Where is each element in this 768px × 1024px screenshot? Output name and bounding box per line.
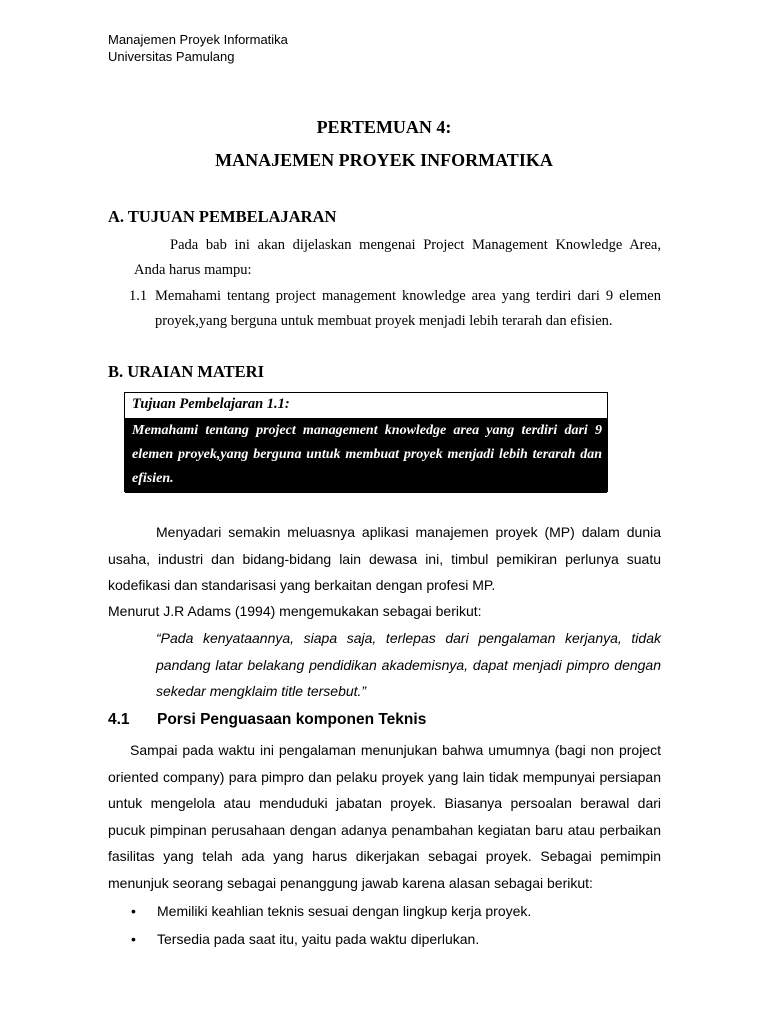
learning-objective-box-text: Memahami tentang project management knowledge area yang terdiri dari 9 elemen proyek,yang berguna untuk membuat proyek menjadi lebih terarah dan efisien. bbox=[125, 419, 607, 493]
course-title: MANAJEMEN PROYEK INFORMATIKA bbox=[215, 150, 553, 170]
section-b-heading: B. URAIAN MATERI bbox=[108, 362, 264, 381]
meeting-title: PERTEMUAN 4: bbox=[316, 117, 452, 137]
subsection-heading bbox=[108, 711, 426, 729]
intro-paragraph: Menyadari semakin meluasnya aplikasi manajemen proyek (MP) dalam dunia usaha, industri dan bidang-bidang lain dewasa ini, timbul pemikiran perlunya suatu kodefikasi dan standarisasi yang berkaitan dengan profesi MP. bbox=[108, 524, 661, 593]
bullet-item bbox=[131, 903, 531, 919]
section-a-intro-cont: Anda harus mampu: bbox=[134, 262, 252, 278]
bullet-dot-icon: • bbox=[131, 931, 136, 947]
subsection-paragraph: Sampai pada waktu ini pengalaman menunjukan bahwa umumnya (bagi non project oriented company) para pimpro dan pelaku proyek yang lain tidak mempunyai persiapan untuk mengelola atau menduduki jabatan proyek. Biasanya persoalan berawal dari pucuk pimpinan perusahaan dengan adanya penambahan kegiatan baru atau perbaikan fasilitas yang telah ada yang harus dikerjakan sebagai proyek. Sebagai pemimpin menunjuk seorang sebagai penanggung jawab karena alasan sebagai berikut: bbox=[108, 742, 661, 891]
objective-text: Memahami tentang project management knowledge area yang terdiri dari 9 elemen proyek,yang berguna untuk membuat proyek menjadi lebih terarah dan efisien. bbox=[155, 288, 661, 329]
page-header bbox=[108, 31, 288, 65]
header-course: Manajemen Proyek Informatika bbox=[108, 32, 288, 47]
bullet-text: Tersedia pada saat itu, yaitu pada waktu diperlukan. bbox=[157, 931, 480, 947]
bullet-item bbox=[131, 931, 479, 947]
learning-objective-box bbox=[124, 392, 608, 492]
section-a-intro: Pada bab ini akan dijelaskan mengenai Project Management Knowledge Area, bbox=[170, 237, 661, 253]
bullet-dot-icon: • bbox=[131, 903, 136, 919]
objective-number: 1.1 bbox=[129, 288, 148, 304]
adams-reference: Menurut J.R Adams (1994) mengemukakan sebagai berikut: bbox=[108, 603, 482, 619]
header-university: Universitas Pamulang bbox=[108, 49, 235, 64]
bullet-text: Memiliki keahlian teknis sesuai dengan lingkup kerja proyek. bbox=[157, 903, 532, 919]
learning-objective-box-title: Tujuan Pembelajaran 1.1: bbox=[125, 393, 607, 419]
subsection-title: Porsi Penguasaan komponen Teknis bbox=[157, 711, 427, 728]
adams-quote: “Pada kenyataannya, siapa saja, terlepas dari pengalaman kerjanya, tidak pandang latar belakang pendidikan akademisnya, dapat menjadi pimpro dengan sekedar mengklaim title tersebut.” bbox=[156, 630, 661, 699]
subsection-number: 4.1 bbox=[108, 711, 130, 728]
section-a-heading: A. TUJUAN PEMBELAJARAN bbox=[108, 207, 337, 226]
